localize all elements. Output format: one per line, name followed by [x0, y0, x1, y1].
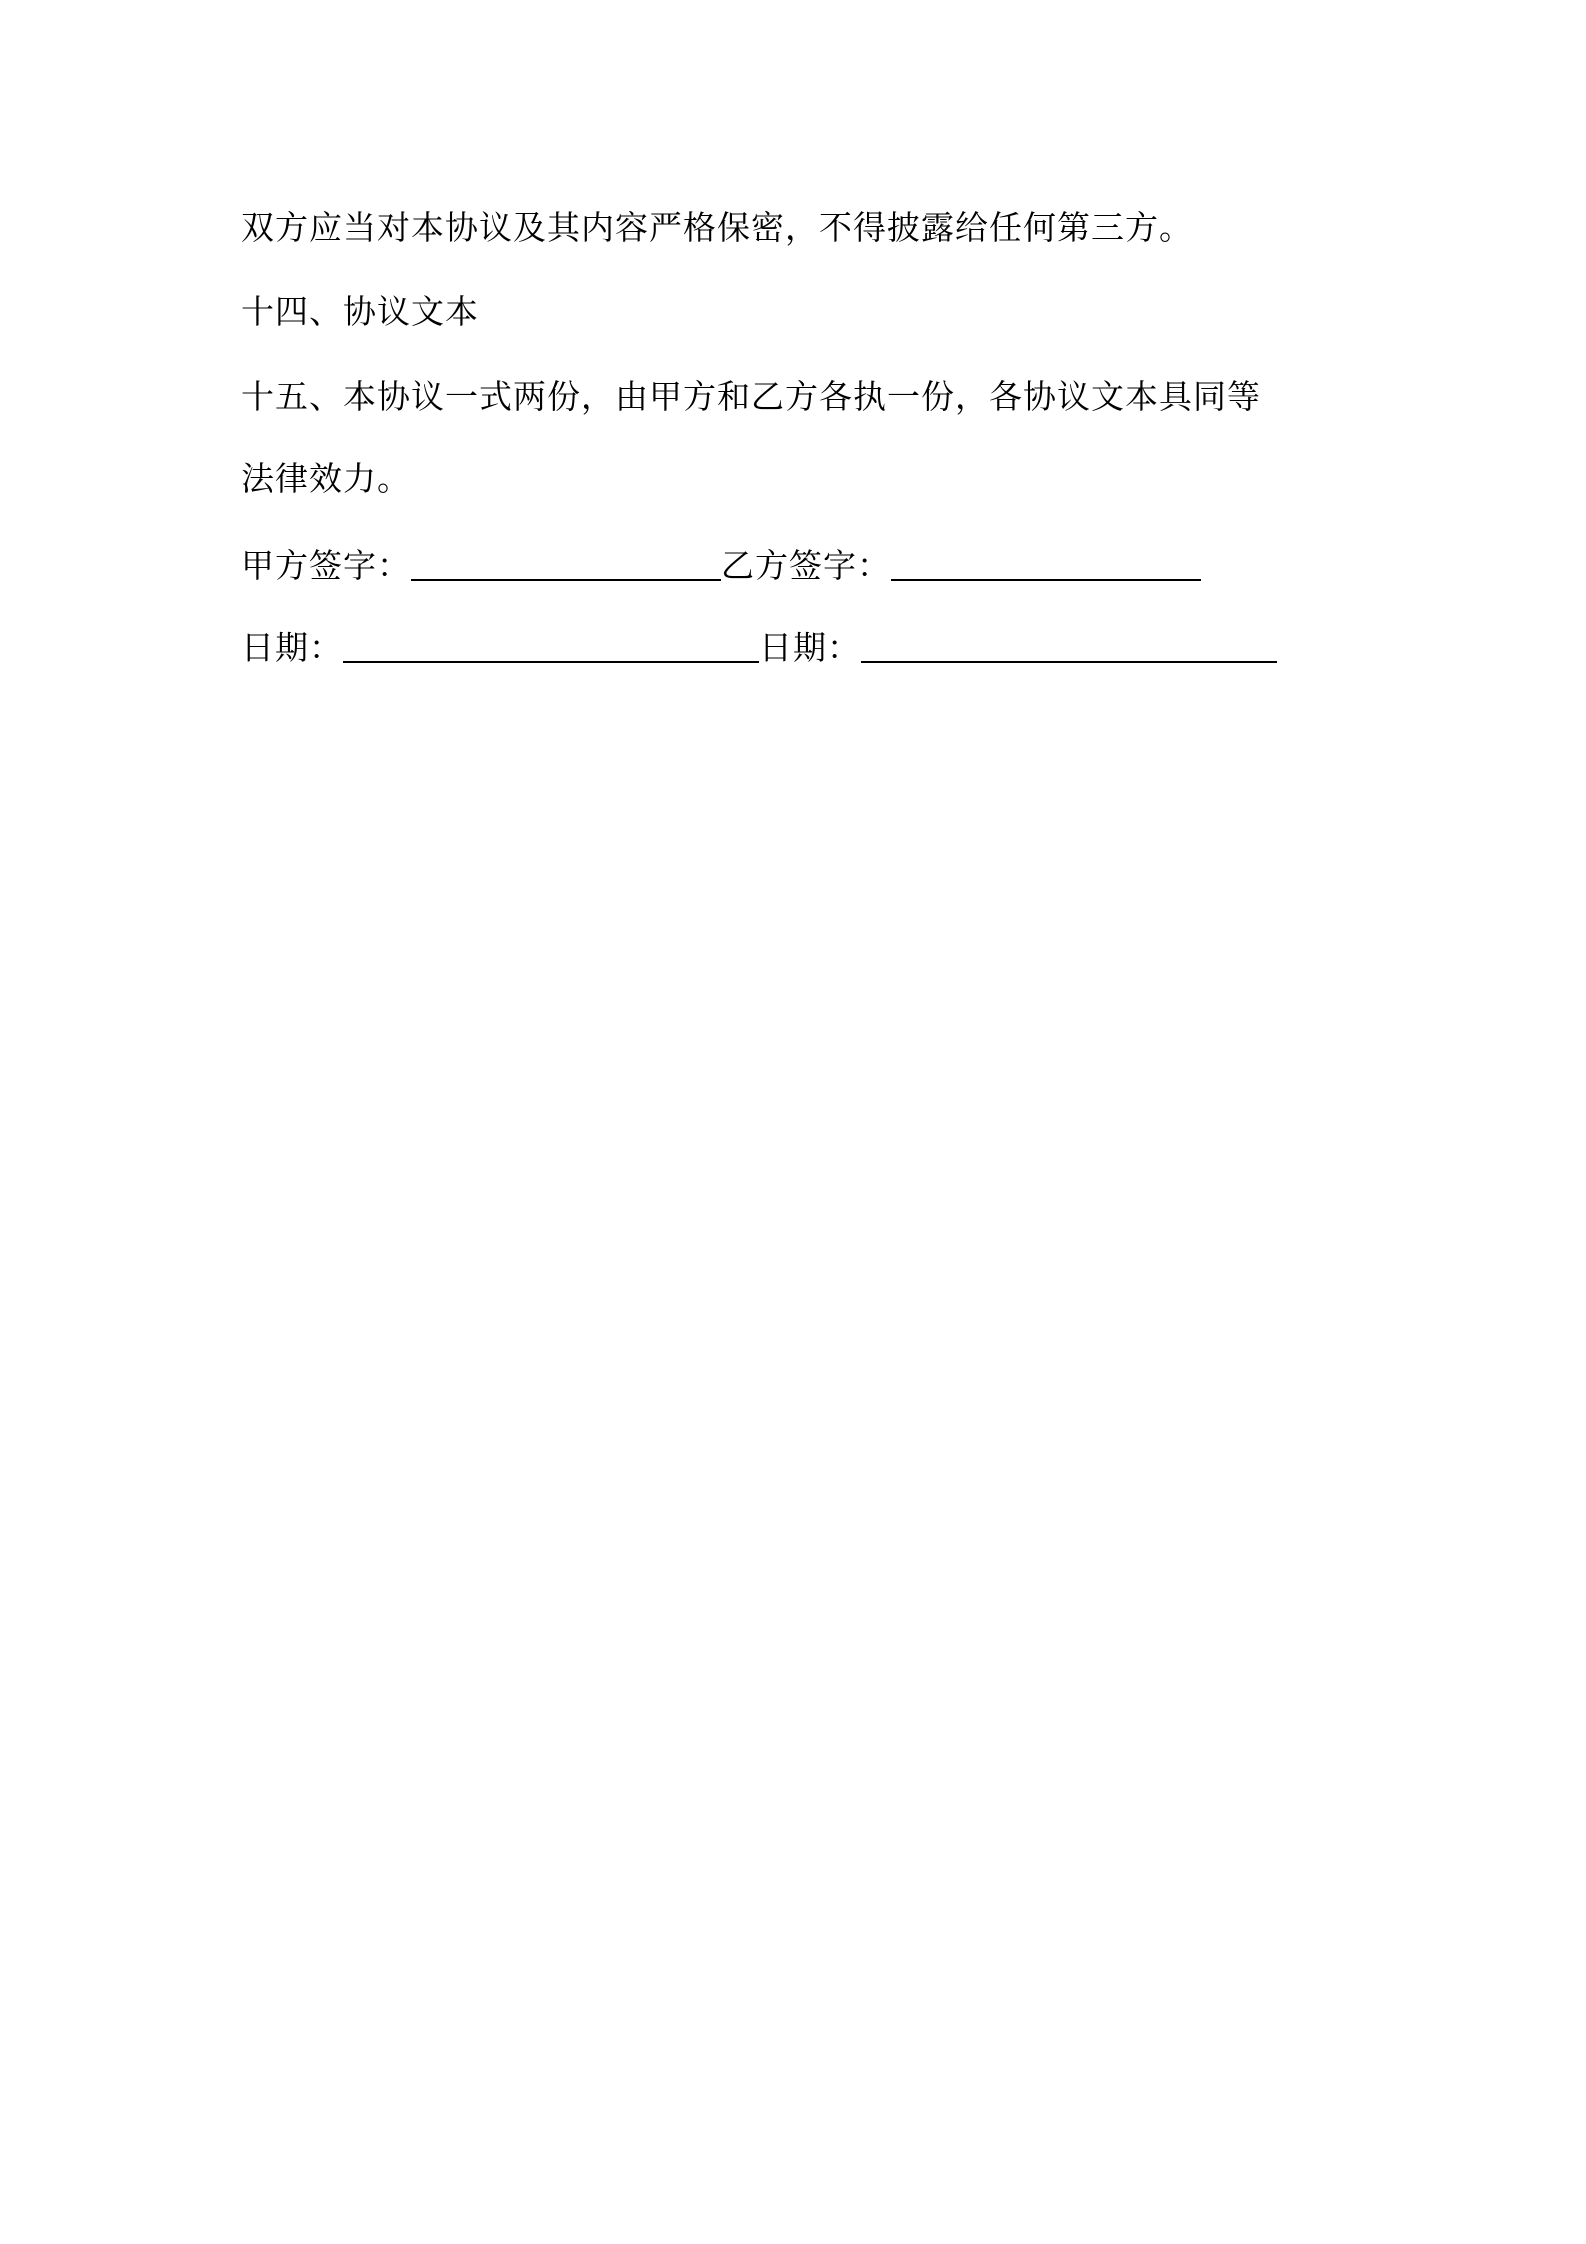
party-b-signature-label: 乙方签字：: [721, 546, 891, 585]
party-a-signature-label: 甲方签字：: [241, 546, 411, 585]
party-b-date-blank[interactable]: [861, 631, 1277, 663]
party-b-date-label: 日期：: [759, 628, 861, 667]
signature-row: [241, 545, 1201, 586]
section-14-heading: 十四、协议文本: [241, 292, 479, 331]
party-a-date-label: 日期：: [241, 628, 343, 667]
party-b-signature-blank[interactable]: [891, 549, 1201, 581]
party-a-signature-blank[interactable]: [411, 549, 721, 581]
confidentiality-clause: 双方应当对本协议及其内容严格保密，不得披露给任何第三方。: [241, 208, 1193, 247]
party-a-date-blank[interactable]: [343, 631, 759, 663]
section-15-text-line-2: 法律效力。: [241, 459, 411, 498]
section-15-text-line-1: 十五、本协议一式两份，由甲方和乙方各执一份，各协议文本具同等: [241, 377, 1261, 416]
date-row: [241, 627, 1277, 668]
